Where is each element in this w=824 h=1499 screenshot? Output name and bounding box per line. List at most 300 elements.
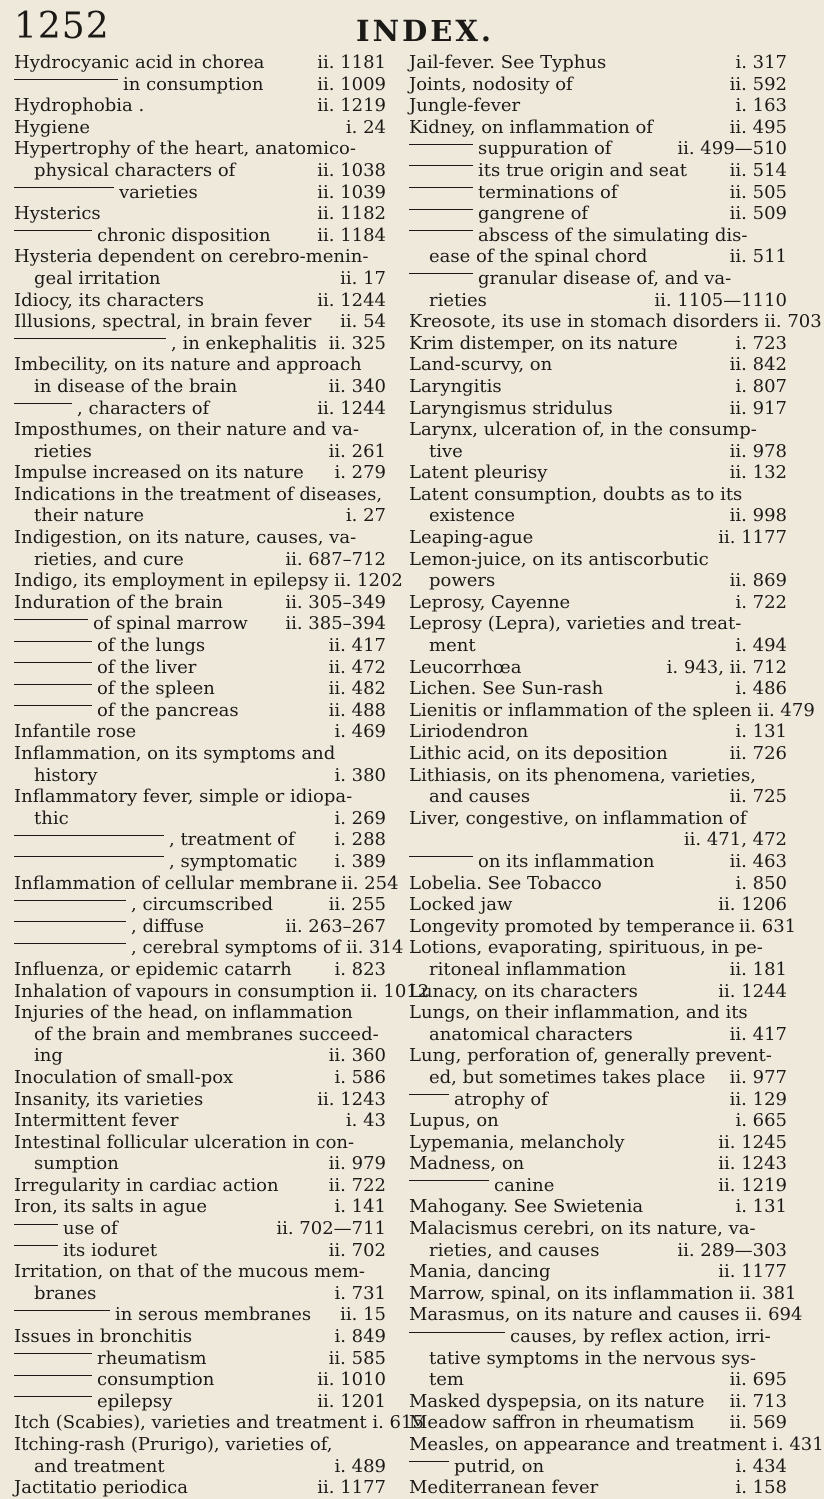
entry-text-value: suppuration of <box>478 138 612 160</box>
entry-reference: i. 43 <box>345 1110 386 1132</box>
index-entry <box>409 570 787 592</box>
entry-text <box>409 1326 771 1348</box>
entry-text <box>14 1261 365 1283</box>
entry-reference: i. 131 <box>735 721 787 743</box>
index-entry <box>14 980 430 1003</box>
index-entry <box>14 808 386 830</box>
entry-text-value: their nature <box>34 505 144 527</box>
entry-text-value: varieties <box>119 181 198 203</box>
index-entry <box>14 657 386 679</box>
entry-reference: i. 131 <box>735 1196 787 1218</box>
entry-reference: ii. 631 <box>738 915 797 937</box>
entry-reference: ii. 713 <box>729 1390 787 1412</box>
entry-text <box>14 981 429 1003</box>
entry-text-value: Latent pleurisy <box>409 462 548 484</box>
entry-text <box>409 203 588 225</box>
entry-text-value: Influenza, or epidemic catarrh <box>14 958 292 980</box>
ditto-rule <box>14 856 164 857</box>
entry-text <box>409 1175 554 1197</box>
index-entry <box>409 1067 787 1089</box>
entry-reference: i. 434 <box>735 1455 787 1477</box>
entry-text <box>409 138 611 160</box>
entry-text-value: Intermittent fever <box>14 1110 179 1132</box>
entry-text <box>14 117 90 139</box>
entry-text-value: Lemon-juice, on its antiscorbutic <box>409 548 709 570</box>
ditto-rule <box>14 641 92 642</box>
entry-text-value: Indications in the treatment of diseases, <box>14 483 383 505</box>
entry-text-value: Intestinal follicular ulceration in con- <box>14 1131 355 1153</box>
ditto-rule <box>14 79 118 80</box>
entry-text-value: Marasmus, on its nature and causes ii. 694 <box>409 1304 803 1326</box>
entry-text-value: Lobelia. See Tobacco <box>409 872 602 894</box>
entry-reference: ii. 978 <box>729 440 787 462</box>
entry-reference: ii. 869 <box>729 570 787 592</box>
entry-text <box>14 1132 354 1154</box>
entry-text <box>14 570 403 592</box>
entry-text <box>409 354 552 376</box>
entry-text-value: powers <box>429 570 496 592</box>
entry-text-value: Mediterranean fever <box>409 1477 599 1499</box>
entry-text <box>14 74 263 96</box>
entry-reference: ii. 261 <box>328 440 386 462</box>
entry-text-value: Hysteria dependent on cerebro-menin- <box>14 246 369 268</box>
entry-text-value: anatomical characters <box>429 1023 633 1045</box>
entry-text-value: Idiocy, its characters <box>14 289 205 311</box>
entry-text <box>14 1110 178 1132</box>
entry-text <box>409 1110 499 1132</box>
entry-text-value: Lithiasis, on its phenomena, varieties, <box>409 764 757 786</box>
entry-text <box>409 398 613 420</box>
index-entry <box>409 829 787 851</box>
entry-reference: i. 494 <box>735 635 787 657</box>
index-entry <box>409 1391 787 1413</box>
entry-text-value: Marrow, spinal, on its inflammation ii. 381 <box>409 1282 797 1304</box>
entry-reference: ii. 722 <box>328 1174 386 1196</box>
index-entry <box>14 1175 386 1197</box>
entry-text <box>14 765 97 787</box>
ditto-rule <box>14 230 92 231</box>
entry-text-value: Kidney, on inflammation of <box>409 116 653 138</box>
entry-text-value: in disease of the brain <box>34 375 238 397</box>
entry-text-value: , symptomatic <box>169 850 298 872</box>
entry-text <box>409 52 606 74</box>
entry-text-value: rieties, and cure <box>34 548 184 570</box>
ditto-rule <box>409 165 473 166</box>
index-entry <box>14 959 386 981</box>
entry-text <box>14 1456 165 1478</box>
entry-text-value: Masked dyspepsia, on its nature <box>409 1390 705 1412</box>
index-entry <box>14 505 386 527</box>
index-entry <box>409 441 787 463</box>
index-entry <box>409 1024 787 1046</box>
entry-text <box>409 484 742 506</box>
entry-text-value: of the spleen <box>97 678 215 700</box>
entry-text <box>409 635 476 657</box>
entry-reference: i. 317 <box>735 52 787 73</box>
entry-reference: ii. 129 <box>729 1088 787 1110</box>
entry-text <box>14 916 204 938</box>
ditto-rule <box>14 921 126 922</box>
entry-text <box>409 916 735 938</box>
entry-reference: ii. 1201 <box>317 1390 386 1412</box>
entry-text <box>409 1196 643 1218</box>
ditto-rule <box>14 403 72 404</box>
ditto-rule <box>409 1180 489 1181</box>
entry-text-value: Jail-fever. See Typhus <box>409 52 607 73</box>
index-entry <box>409 851 787 873</box>
entry-text <box>409 1412 694 1434</box>
index-entry <box>14 182 386 204</box>
ditto-rule <box>14 1310 110 1311</box>
entry-text-value: Jungle-fever <box>409 95 521 117</box>
entry-reference: i. 469 <box>334 721 386 743</box>
index-entry <box>14 1024 386 1046</box>
index-entry <box>409 657 787 679</box>
entry-text <box>409 95 520 117</box>
entry-text <box>409 441 463 463</box>
entry-text-value: rheumatism <box>97 1347 207 1369</box>
index-entry <box>14 52 386 74</box>
entry-reference: ii. 585 <box>328 1347 386 1369</box>
entry-text-value: Larynx, ulceration of, in the consump- <box>409 419 757 441</box>
index-entry <box>409 527 787 549</box>
index-entry <box>409 484 787 506</box>
ditto-rule <box>409 1094 449 1095</box>
entry-text <box>14 398 209 420</box>
entry-text <box>14 808 69 830</box>
entry-text <box>14 1067 233 1089</box>
index-entry <box>14 95 386 117</box>
index-entry <box>409 138 787 160</box>
index-entry <box>14 441 386 463</box>
entry-text-value: , cerebral symptoms of ii. 314 <box>131 937 404 959</box>
index-entry <box>409 743 787 765</box>
entry-text <box>409 225 747 247</box>
entry-text <box>409 959 626 981</box>
entry-reference: ii. 702—711 <box>276 1218 386 1240</box>
index-entry <box>14 678 386 700</box>
entry-text <box>14 635 205 657</box>
entry-text-value: , treatment of <box>169 829 295 851</box>
entry-text-value: Lypemania, melancholy <box>409 1131 625 1153</box>
entry-text-value: chronic disposition <box>97 224 271 246</box>
index-entry <box>409 290 787 312</box>
index-entry <box>14 376 386 398</box>
entry-text-value: Joints, nodosity of <box>409 73 573 95</box>
index-entry <box>409 376 787 398</box>
entry-text-value: Jactitatio periodica <box>14 1477 188 1499</box>
ditto-rule <box>14 338 166 339</box>
index-entry <box>14 851 386 873</box>
index-entry <box>14 1456 386 1478</box>
entry-text <box>14 1304 311 1326</box>
ditto-rule <box>409 230 473 231</box>
index-entry <box>409 915 797 938</box>
index-entry <box>409 225 787 247</box>
index-entry <box>14 1240 386 1262</box>
entry-text-value: Inflammation, on its symptoms and <box>14 743 336 764</box>
entry-text-value: epilepsy <box>97 1390 173 1412</box>
index-entry <box>14 1434 386 1456</box>
entry-text-value: use of <box>63 1218 118 1240</box>
ditto-rule <box>14 1224 58 1225</box>
entry-reference: i. 722 <box>735 591 787 613</box>
index-entry <box>14 527 386 549</box>
entry-text-value: Malacismus cerebri, on its nature, va- <box>409 1218 756 1240</box>
index-entry <box>14 1261 386 1283</box>
index-entry <box>14 765 386 787</box>
entry-text-value: Longevity promoted by temperance <box>409 915 735 937</box>
ditto-rule <box>14 835 164 836</box>
index-entry <box>14 1196 386 1218</box>
index-entry <box>409 1132 787 1154</box>
entry-text <box>14 484 382 506</box>
index-entry <box>14 1304 386 1326</box>
ditto-rule <box>14 662 92 663</box>
ditto-rule <box>14 1396 92 1397</box>
entry-text-value: Lithic acid, on its deposition <box>409 743 668 764</box>
entry-text <box>14 505 144 527</box>
entry-text <box>409 1477 598 1499</box>
page-header <box>0 4 800 50</box>
entry-text <box>409 570 495 592</box>
index-entry <box>409 678 787 700</box>
index-entry <box>14 743 386 765</box>
entry-reference: ii. 514 <box>729 159 787 181</box>
entry-text-value: Lupus, on <box>409 1110 499 1132</box>
entry-reference: i. 24 <box>345 116 386 138</box>
entry-reference: i. 665 <box>735 1110 787 1132</box>
entry-text-value: of the brain and membranes succeed- <box>34 1023 379 1045</box>
index-entry <box>14 1002 386 1024</box>
entry-text <box>409 613 741 635</box>
index-entry <box>409 765 787 787</box>
entry-reference: ii. 725 <box>729 786 787 808</box>
entry-text <box>14 311 311 333</box>
index-entry <box>14 1412 424 1434</box>
entry-text-value: Liver, congestive, on inflammation of <box>409 807 747 829</box>
entry-text <box>409 1002 748 1024</box>
index-entry <box>409 1477 787 1499</box>
index-entry <box>14 268 386 290</box>
entry-reference: i. 380 <box>334 764 386 786</box>
entry-text-value: ed, but sometimes takes place <box>429 1066 706 1088</box>
entry-text <box>409 743 668 765</box>
entry-text-value: Leprosy (Lepra), varieties and treat- <box>409 613 742 635</box>
entry-reference: ii. 305–349 <box>285 591 386 613</box>
entry-reference: ii. 1177 <box>317 1477 386 1499</box>
index-entry <box>409 1326 787 1348</box>
index-entry <box>14 592 386 614</box>
entry-reference: ii. 1038 <box>317 159 386 181</box>
entry-text <box>14 1153 119 1175</box>
entry-reference: ii. 360 <box>328 1045 386 1067</box>
index-entry <box>14 1132 386 1154</box>
entry-reference: ii. 254 <box>341 872 399 894</box>
entry-text-value: Hypertrophy of the heart, anatomico- <box>14 138 356 160</box>
entry-reference: ii. 1184 <box>317 224 386 246</box>
entry-reference: i. 489 <box>334 1455 386 1477</box>
entry-reference: ii. 702 <box>328 1239 386 1261</box>
entry-reference: ii. 181 <box>729 958 787 980</box>
page-number: 1252 <box>14 6 110 47</box>
entry-text <box>14 1412 424 1434</box>
entry-text-value: Inhalation of vapours in consumption ii. 1012 <box>14 980 430 1002</box>
index-entry <box>14 398 386 420</box>
index-entry <box>14 1110 386 1132</box>
entry-text-value: Meadow saffron in rheumatism <box>409 1412 695 1434</box>
entry-text-value: gangrene of <box>478 203 589 225</box>
index-entry <box>14 613 386 635</box>
entry-text-value: in consumption <box>123 73 264 95</box>
index-entry <box>14 1153 386 1175</box>
entry-reference: i. 141 <box>334 1196 386 1218</box>
ditto-rule <box>409 856 473 857</box>
entry-text-value: its ioduret <box>63 1239 158 1261</box>
entry-text <box>409 419 757 441</box>
index-entry <box>409 95 787 117</box>
index-entry <box>409 1218 787 1240</box>
entry-text-value: , characters of <box>77 397 210 419</box>
entry-text <box>14 1175 279 1197</box>
entry-text <box>409 1304 802 1326</box>
entry-text <box>14 700 239 722</box>
index-entry <box>409 1153 787 1175</box>
ditto-rule <box>14 619 88 620</box>
entry-text <box>14 441 92 463</box>
entry-text-value: abscess of the simulating dis- <box>478 224 748 246</box>
entry-text <box>14 95 144 117</box>
entry-text-value: Lichen. See Sun-rash <box>409 678 604 700</box>
entry-reference: ii. 726 <box>729 743 787 764</box>
index-entry <box>14 333 386 355</box>
entry-reference: ii. 1243 <box>317 1088 386 1110</box>
entry-text <box>409 376 502 398</box>
entry-reference: i. 389 <box>334 850 386 872</box>
entry-text-value: of the lungs <box>97 635 206 657</box>
ditto-rule <box>14 1353 92 1354</box>
entry-text <box>14 225 271 247</box>
entry-text <box>409 290 487 312</box>
entry-text <box>14 138 356 160</box>
index-entry <box>409 635 787 657</box>
entry-text <box>409 808 747 830</box>
index-entry <box>409 1002 787 1024</box>
entry-reference: ii. 263–267 <box>285 915 386 937</box>
entry-text-value: ease of the spinal chord <box>429 246 648 268</box>
index-entry <box>409 354 787 376</box>
entry-text-value: sumption <box>34 1153 119 1175</box>
index-entry <box>409 1261 787 1283</box>
entry-text-value: thic <box>34 807 69 829</box>
entry-reference: ii. 289—303 <box>677 1239 787 1261</box>
entry-text-value: causes, by reflex action, irri- <box>510 1326 771 1348</box>
entry-reference: ii. 569 <box>729 1412 787 1434</box>
entry-text <box>409 1089 548 1111</box>
index-entry <box>409 1175 787 1197</box>
entry-text-value: Hygiene <box>14 116 91 138</box>
index-entry <box>409 1110 787 1132</box>
entry-reference: ii. 54 <box>340 311 386 333</box>
entry-reference: ii. 1177 <box>718 527 787 549</box>
entry-text <box>409 182 618 204</box>
entry-text-value: and treatment <box>34 1455 165 1477</box>
entry-text <box>14 678 215 700</box>
page-title: INDEX. <box>356 14 494 48</box>
index-entry <box>14 894 386 916</box>
entry-text <box>409 117 653 139</box>
entry-text <box>14 1089 203 1111</box>
entry-reference: i. 849 <box>334 1326 386 1348</box>
entry-text-value: its true origin and seat <box>478 159 687 181</box>
entry-reference: i. 823 <box>334 958 386 980</box>
entry-text <box>14 527 356 549</box>
entry-text <box>14 894 273 916</box>
entry-text <box>409 1456 544 1478</box>
ditto-rule <box>14 1245 58 1246</box>
entry-text-value: Lungs, on their inflammation, and its <box>409 1002 748 1024</box>
entry-text-value: Leucorrhœa <box>409 656 522 678</box>
entry-text <box>14 873 337 895</box>
entry-text-value: physical characters of <box>34 159 236 181</box>
entry-text-value: atrophy of <box>454 1088 548 1110</box>
entry-text-value: Inflammatory fever, simple or idiopa- <box>14 786 353 808</box>
entry-reference: i. 850 <box>735 872 787 894</box>
entry-reference: ii. 998 <box>729 505 787 527</box>
entry-text <box>409 333 678 355</box>
index-entry <box>14 1369 386 1391</box>
index-entry <box>14 1348 386 1370</box>
entry-text-value: Madness, on <box>409 1153 525 1175</box>
entry-text <box>409 246 647 268</box>
index-entry <box>409 1089 787 1111</box>
entry-text <box>409 527 533 549</box>
index-entry <box>409 1240 787 1262</box>
entry-text-value: Krim distemper, on its nature <box>409 332 678 354</box>
entry-text <box>14 613 248 635</box>
entry-text <box>14 160 235 182</box>
index-entry <box>409 549 787 571</box>
ditto-rule <box>14 943 126 944</box>
entry-text <box>409 1024 633 1046</box>
index-entry <box>14 1326 386 1348</box>
entry-text-value: of the liver <box>97 656 197 678</box>
entry-text-value: of the pancreas <box>97 699 239 721</box>
index-entry <box>409 1412 787 1434</box>
entry-text-value: geal irritation <box>34 267 161 289</box>
entry-text-value: terminations of <box>478 181 618 203</box>
index-entry <box>409 74 787 96</box>
entry-text <box>14 549 184 571</box>
entry-reference: ii. 1177 <box>718 1261 787 1283</box>
entry-text <box>409 1261 551 1283</box>
entry-reference: i. 807 <box>735 375 787 397</box>
entry-text <box>14 419 359 441</box>
entry-text-value: Hydrophobia . <box>14 95 145 117</box>
index-entry <box>14 549 386 571</box>
entry-reference: ii. 471, 472 <box>683 829 787 851</box>
index-entry <box>409 203 787 225</box>
entry-text-value: Kreosote, its use in stomach disorders ii. 703 <box>409 311 822 333</box>
entry-text-value: Itching-rash (Prurigo), varieties of, <box>14 1434 333 1455</box>
entry-text <box>14 268 161 290</box>
entry-text-value: Leprosy, Cayenne <box>409 591 571 613</box>
entry-text <box>409 1369 464 1391</box>
entry-text-value: Hysterics <box>14 203 101 225</box>
entry-reference: i. 731 <box>334 1282 386 1304</box>
entry-text <box>14 1391 172 1413</box>
entry-text-value: Lienitis or inflammation of the spleen ii. 479 <box>409 699 815 721</box>
